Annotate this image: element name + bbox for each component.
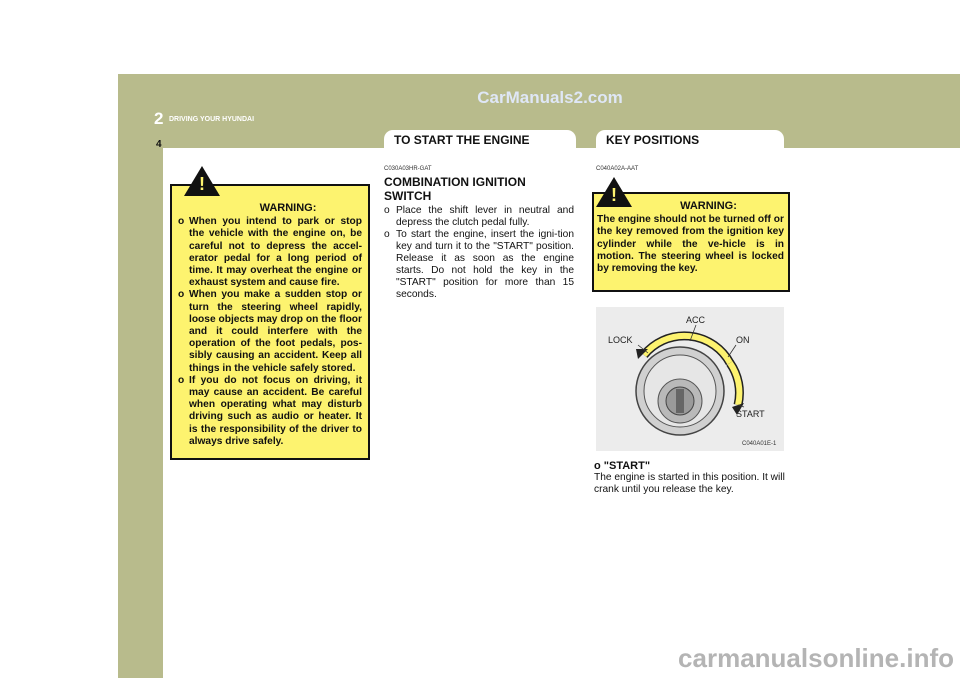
instruction-text: To start the engine, insert the igni-tion key and turn it to the "START" position. Release it as soon as the engine starts. Do not hold the key in the "START" position for more than 15 seconds.: [396, 229, 574, 300]
label-acc: ACC: [686, 315, 706, 325]
section-code: C030A03HR-GAT: [384, 166, 432, 172]
warning-item: [178, 289, 362, 374]
bullet: o: [384, 205, 390, 216]
label-on: ON: [736, 335, 750, 345]
ignition-switch-diagram: [596, 307, 784, 451]
left-warning-box: [170, 184, 370, 460]
warning-item-text: When you make a sudden stop or turn the steering wheel rapidly, loose objects may drop on the floor and it could interfere with the operation of the foot pedals, pos-sibly causing an accident. Keep all things in the vehicle safely stored.: [189, 289, 362, 374]
bullet: o: [178, 374, 185, 386]
start-text: The engine is started in this position. It will crank until you release the key.: [594, 472, 785, 495]
bullet: o: [178, 216, 185, 228]
side-band: [118, 74, 163, 678]
key-slot: [676, 389, 684, 413]
figure-code: C040A01E-1: [742, 441, 777, 447]
start-heading: o "START": [594, 460, 651, 472]
page-number: 4: [156, 139, 162, 150]
bullet: o: [178, 289, 185, 301]
bullet: o: [384, 229, 390, 240]
instruction-item: [384, 229, 574, 301]
warning-item: [178, 216, 362, 289]
start-description: [594, 460, 786, 496]
ignition-switch-svg: [596, 307, 784, 451]
warning-text: The engine should not be turned off or the key removed from the ignition key cylinder while the ve-hicle is in motion. The steering wheel is locked by removing the key.: [597, 214, 784, 275]
warning-triangle-icon: !: [184, 166, 220, 196]
chapter-number: 2: [154, 109, 164, 128]
key-positions-code: C040A02A-AAT: [596, 166, 639, 172]
watermark-top[interactable]: CarManuals2.com: [477, 88, 623, 107]
tab-key-positions: KEY POSITIONS: [596, 130, 784, 149]
chapter-title: DRIVING YOUR HYUNDAI: [169, 116, 255, 123]
warning-item: [178, 375, 362, 448]
ignition-instructions: [384, 205, 574, 301]
label-start: START: [736, 409, 765, 419]
tab-to-start-the-engine: TO START THE ENGINE: [384, 130, 576, 149]
instruction-text: Place the shift lever in neutral and depress the clutch pedal fully.: [396, 205, 574, 228]
warning-heading: WARNING:: [259, 202, 317, 214]
warning-list: [178, 216, 362, 448]
warning-triangle-icon: !: [596, 177, 632, 207]
watermark-bottom[interactable]: carmanualsonline.info: [678, 643, 954, 673]
right-warning-box: [592, 192, 790, 292]
label-lock: LOCK: [608, 335, 633, 345]
instruction-item: [384, 205, 574, 229]
warning-heading: WARNING:: [680, 200, 737, 212]
warning-item-text: When you intend to park or stop the vehicle with the engine on, be careful not to depress the accel-erator pedal for a long period of time. It may overheat the engine or exhaust system and cause fire.: [189, 216, 362, 289]
section-title: COMBINATION IGNITION SWITCH: [384, 175, 526, 203]
on-leader: [728, 345, 736, 357]
warning-item-text: If you do not focus on driving, it may cause an accident. Be careful when operating what may disturb driving such as audio or heater. It is the responsibility of the driver to always drive safely.: [189, 374, 362, 447]
